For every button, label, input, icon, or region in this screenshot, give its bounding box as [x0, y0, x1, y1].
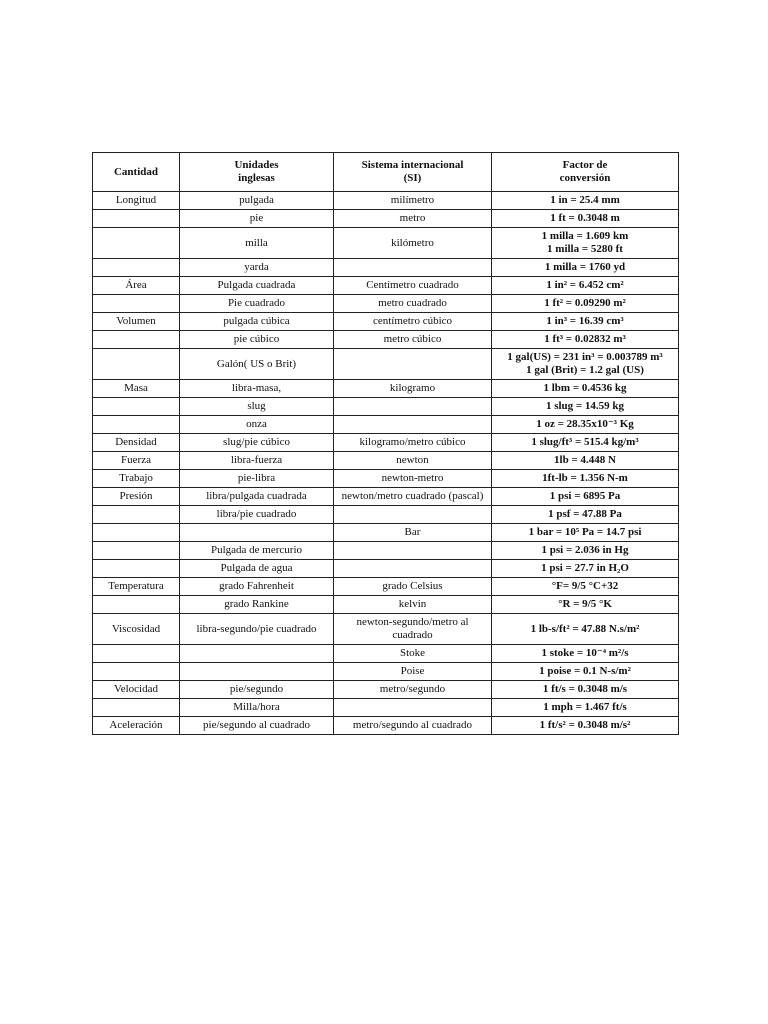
cell-line: Pulgada de mercurio: [210, 544, 303, 557]
table-row: [93, 578, 679, 596]
table-row: [93, 416, 679, 434]
header-cantidad: [93, 153, 180, 192]
cell-si: [334, 699, 492, 717]
cell-unidades-inglesas: [180, 681, 334, 699]
cell-si: [334, 380, 492, 398]
cell-cantidad: [93, 578, 180, 596]
cell-factor: [492, 192, 679, 210]
cell-si: [334, 506, 492, 524]
cell-cantidad: [93, 228, 180, 259]
cell-factor: [492, 524, 679, 542]
cell-unidades-inglesas: [180, 542, 334, 560]
table-row: [93, 596, 679, 614]
cell-si: [334, 596, 492, 614]
cell-factor: [492, 295, 679, 313]
cell-cantidad: [93, 398, 180, 416]
cell-line: yarda: [244, 261, 269, 274]
cell-cantidad: [93, 560, 180, 578]
cell-line: Viscosidad: [111, 622, 161, 635]
cell-unidades-inglesas: [180, 331, 334, 349]
cell-line: 1 stoke = 10⁻⁴ m²/s: [541, 647, 629, 660]
cell-line: kilogramo: [389, 382, 436, 395]
cell-factor: [492, 663, 679, 681]
cell-factor: [492, 506, 679, 524]
cell-factor: [492, 614, 679, 645]
cell-line: metro cúbico: [383, 333, 442, 346]
cell-line: grado Fahrenheit: [219, 580, 294, 593]
cell-si: [334, 210, 492, 228]
cell-unidades-inglesas: [180, 470, 334, 488]
cell-line: onza: [246, 418, 267, 431]
cell-si: [334, 470, 492, 488]
cell-unidades-inglesas: [180, 717, 334, 735]
cell-line: 1 psf = 47.88 Pa: [548, 508, 622, 521]
cell-factor: [492, 560, 679, 578]
cell-line: libra-fuerza: [230, 454, 283, 467]
table-row: [93, 645, 679, 663]
cell-cantidad: [93, 349, 180, 380]
cell-line: newton: [396, 454, 429, 467]
cell-factor: [492, 596, 679, 614]
cell-si: [334, 614, 492, 645]
cell-unidades-inglesas: [180, 416, 334, 434]
table-row: [93, 452, 679, 470]
cell-line: Stoke: [399, 647, 426, 660]
cell-line: pie cúbico: [233, 333, 280, 346]
cell-line: 1 milla = 1.609 km: [541, 230, 629, 243]
cell-si: [334, 681, 492, 699]
cell-line: Pulgada cuadrada: [217, 279, 296, 292]
cell-si: [334, 313, 492, 331]
cell-line: Área: [125, 279, 147, 292]
cell-line: 1 in = 25.4 mm: [550, 194, 620, 207]
cell-line: pie-libra: [237, 472, 276, 485]
cell-line: Presión: [119, 490, 153, 503]
table-row: [93, 277, 679, 295]
header-row: [93, 153, 679, 192]
table-row: [93, 380, 679, 398]
cell-factor: [492, 488, 679, 506]
cell-cantidad: [93, 699, 180, 717]
cell-cantidad: [93, 295, 180, 313]
conversion-table: [92, 152, 679, 735]
cell-line: 1 bar = 10⁵ Pa = 14.7 psi: [528, 526, 642, 539]
table-row: [93, 210, 679, 228]
cell-factor: [492, 645, 679, 663]
cell-si: [334, 645, 492, 663]
cell-unidades-inglesas: [180, 578, 334, 596]
cell-unidades-inglesas: [180, 560, 334, 578]
cell-line: pulgada: [239, 194, 274, 207]
cell-line: Masa: [124, 382, 148, 395]
cell-cantidad: [93, 192, 180, 210]
header-line: conversión: [559, 172, 611, 184]
header-line: Sistema internacional: [361, 159, 464, 172]
cell-cantidad: [93, 380, 180, 398]
cell-si: [334, 717, 492, 735]
cell-cantidad: [93, 596, 180, 614]
cell-factor: [492, 380, 679, 398]
cell-line: 1 lbm = 0.4536 kg: [543, 382, 627, 395]
cell-si: [334, 228, 492, 259]
table-row: [93, 192, 679, 210]
cell-line: Milla/hora: [233, 701, 280, 714]
cell-cantidad: [93, 645, 180, 663]
table-row: [93, 434, 679, 452]
cell-cantidad: [93, 542, 180, 560]
cell-cantidad: [93, 717, 180, 735]
header-line: Cantidad: [113, 165, 159, 178]
cell-line: 1 oz = 28.35x10⁻³ Kg: [536, 418, 634, 431]
cell-cantidad: [93, 434, 180, 452]
cell-line: metro/segundo al cuadrado: [352, 719, 473, 732]
cell-line: 1 in³ = 16.39 cm³: [546, 315, 624, 328]
cell-line: Velocidad: [114, 683, 158, 696]
cell-unidades-inglesas: [180, 434, 334, 452]
cell-factor: [492, 313, 679, 331]
cell-cantidad: [93, 416, 180, 434]
cell-line: 1 ft/s = 0.3048 m/s: [542, 683, 628, 696]
header-line: inglesas: [238, 172, 275, 184]
cell-unidades-inglesas: [180, 228, 334, 259]
cell-factor: [492, 542, 679, 560]
cell-line: 1 mph = 1.467 ft/s: [543, 701, 627, 714]
cell-si: [334, 331, 492, 349]
cell-factor: [492, 578, 679, 596]
cell-unidades-inglesas: [180, 277, 334, 295]
cell-factor: [492, 452, 679, 470]
cell-factor: [492, 210, 679, 228]
table-row: [93, 398, 679, 416]
cell-unidades-inglesas: [180, 699, 334, 717]
cell-line: kelvin: [398, 598, 427, 611]
cell-line: pie: [249, 212, 264, 225]
cell-si: [334, 398, 492, 416]
cell-cantidad: [93, 259, 180, 277]
cell-unidades-inglesas: [180, 398, 334, 416]
cell-line: Longitud: [115, 194, 157, 207]
cell-si: [334, 488, 492, 506]
cell-factor: [492, 681, 679, 699]
cell-cantidad: [93, 488, 180, 506]
cell-line: pulgada cúbica: [223, 315, 290, 328]
cell-line: 1 lb-s/ft² = 47.88 N.s/m²: [530, 622, 640, 635]
cell-line: 1 gal (Brit) = 1.2 gal (US): [526, 364, 644, 376]
cell-line: newton/metro cuadrado (pascal): [341, 490, 484, 503]
cell-unidades-inglesas: [180, 380, 334, 398]
cell-cantidad: [93, 452, 180, 470]
cell-line: milímetro: [390, 194, 435, 207]
cell-cantidad: [93, 663, 180, 681]
cell-factor: [492, 470, 679, 488]
table-row: [93, 614, 679, 645]
cell-unidades-inglesas: [180, 663, 334, 681]
cell-si: [334, 560, 492, 578]
cell-factor: [492, 331, 679, 349]
cell-line: metro: [399, 212, 426, 225]
cell-line: metro/segundo: [379, 683, 446, 696]
cell-factor: [492, 349, 679, 380]
header-sistema-internacional: [334, 153, 492, 192]
cell-line: 1 in² = 6.452 cm²: [546, 279, 624, 292]
cell-line: kilómetro: [391, 236, 434, 249]
cell-factor: [492, 434, 679, 452]
cell-line: 1 ft/s² = 0.3048 m/s²: [539, 719, 631, 732]
cell-line: Aceleración: [109, 719, 163, 732]
cell-line: Temperatura: [108, 580, 164, 593]
header-unidades-inglesas: [180, 153, 334, 192]
cell-cantidad: [93, 210, 180, 228]
cell-factor: [492, 228, 679, 259]
cell-line: °R = 9/5 °K: [558, 598, 612, 611]
cell-factor: [492, 416, 679, 434]
header-factor-conversion: [492, 153, 679, 192]
cell-line: Fuerza: [121, 454, 151, 467]
cell-line: 1 poise = 0.1 N-s/m²: [539, 665, 631, 678]
cell-line: 1ft-lb = 1.356 N-m: [542, 472, 628, 485]
cell-cantidad: [93, 313, 180, 331]
cell-line: libra/pulgada cuadrada: [206, 490, 307, 503]
cell-si: [334, 524, 492, 542]
cell-line: 1 gal(US) = 231 in³ = 0.003789 m³: [507, 351, 663, 364]
cell-line: pie/segundo: [229, 683, 284, 696]
cell-cantidad: [93, 277, 180, 295]
table-row: [93, 295, 679, 313]
cell-line: 1 slug/ft³ = 515.4 kg/m³: [531, 436, 639, 449]
table-row: [93, 681, 679, 699]
cell-cantidad: [93, 614, 180, 645]
cell-si: [334, 349, 492, 380]
cell-cantidad: [93, 524, 180, 542]
cell-si: [334, 416, 492, 434]
cell-line: 1 ft² = 0.09290 m²: [544, 297, 626, 310]
cell-line: newton-segundo/metro al: [356, 616, 469, 629]
table-row: [93, 228, 679, 259]
cell-unidades-inglesas: [180, 645, 334, 663]
cell-line: newton-metro: [381, 472, 444, 485]
header-line: Unidades: [234, 159, 279, 172]
cell-line: 1 psi = 27.7 in H₂O: [541, 562, 629, 575]
cell-line: Trabajo: [119, 472, 153, 485]
cell-cantidad: [93, 470, 180, 488]
cell-line: Pie cuadrado: [227, 297, 286, 310]
cell-si: [334, 192, 492, 210]
cell-si: [334, 663, 492, 681]
cell-line: libra/pie cuadrado: [216, 508, 297, 521]
cell-line: Bar: [404, 526, 421, 539]
cell-si: [334, 259, 492, 277]
table-body: [93, 192, 679, 735]
table-row: [93, 313, 679, 331]
cell-line: 1 psi = 2.036 in Hg: [541, 544, 629, 557]
cell-line: Poise: [400, 665, 425, 678]
cell-unidades-inglesas: [180, 614, 334, 645]
cell-factor: [492, 277, 679, 295]
cell-line: Pulgada de agua: [220, 562, 293, 575]
cell-line: Galón( US o Brit): [216, 357, 297, 370]
cell-line: 1 milla = 1760 yd: [544, 261, 626, 274]
cell-line: centímetro cúbico: [372, 315, 453, 328]
cell-line: slug/pie cúbico: [223, 436, 290, 449]
cell-line: 1 slug = 14.59 kg: [545, 400, 625, 413]
cell-cantidad: [93, 331, 180, 349]
cell-line: slug: [247, 400, 266, 413]
cell-line: 1 ft = 0.3048 m: [550, 212, 620, 225]
cell-unidades-inglesas: [180, 313, 334, 331]
cell-si: [334, 542, 492, 560]
cell-line: 1 psi = 6895 Pa: [549, 490, 621, 503]
cell-line: Volumen: [116, 315, 156, 328]
cell-unidades-inglesas: [180, 295, 334, 313]
cell-si: [334, 578, 492, 596]
cell-line: cuadrado: [392, 629, 433, 641]
table-row: [93, 560, 679, 578]
table-row: [93, 542, 679, 560]
cell-unidades-inglesas: [180, 596, 334, 614]
cell-line: 1lb = 4.448 N: [554, 454, 616, 467]
cell-si: [334, 295, 492, 313]
table-row: [93, 470, 679, 488]
cell-factor: [492, 259, 679, 277]
cell-unidades-inglesas: [180, 259, 334, 277]
cell-line: libra-segundo/pie cuadrado: [196, 622, 317, 635]
cell-line: grado Rankine: [224, 598, 289, 611]
cell-line: Densidad: [115, 436, 157, 449]
cell-line: °F= 9/5 °C+32: [551, 580, 619, 593]
cell-line: libra-masa,: [231, 382, 282, 395]
table-row: [93, 524, 679, 542]
cell-unidades-inglesas: [180, 349, 334, 380]
cell-unidades-inglesas: [180, 506, 334, 524]
cell-unidades-inglesas: [180, 488, 334, 506]
cell-unidades-inglesas: [180, 192, 334, 210]
cell-line: 1 milla = 5280 ft: [547, 243, 623, 255]
table-row: [93, 663, 679, 681]
table-header: [93, 153, 679, 192]
cell-si: [334, 277, 492, 295]
cell-cantidad: [93, 681, 180, 699]
cell-unidades-inglesas: [180, 452, 334, 470]
header-line: Factor de: [562, 159, 608, 172]
cell-factor: [492, 717, 679, 735]
cell-si: [334, 452, 492, 470]
table-row: [93, 699, 679, 717]
header-line: (SI): [403, 172, 422, 184]
cell-line: grado Celsius: [382, 580, 443, 593]
table-row: [93, 349, 679, 380]
cell-line: pie/segundo al cuadrado: [203, 719, 310, 732]
cell-factor: [492, 398, 679, 416]
cell-cantidad: [93, 506, 180, 524]
table-row: [93, 506, 679, 524]
cell-unidades-inglesas: [180, 524, 334, 542]
table-row: [93, 331, 679, 349]
table-row: [93, 259, 679, 277]
cell-factor: [492, 699, 679, 717]
cell-si: [334, 434, 492, 452]
cell-line: milla: [245, 236, 268, 249]
cell-line: 1 ft³ = 0.02832 m³: [544, 333, 626, 346]
table-row: [93, 717, 679, 735]
table-row: [93, 488, 679, 506]
cell-unidades-inglesas: [180, 210, 334, 228]
cell-line: Centímetro cuadrado: [366, 279, 459, 292]
cell-line: metro cuadrado: [378, 297, 447, 310]
cell-line: kilogramo/metro cúbico: [359, 436, 466, 449]
